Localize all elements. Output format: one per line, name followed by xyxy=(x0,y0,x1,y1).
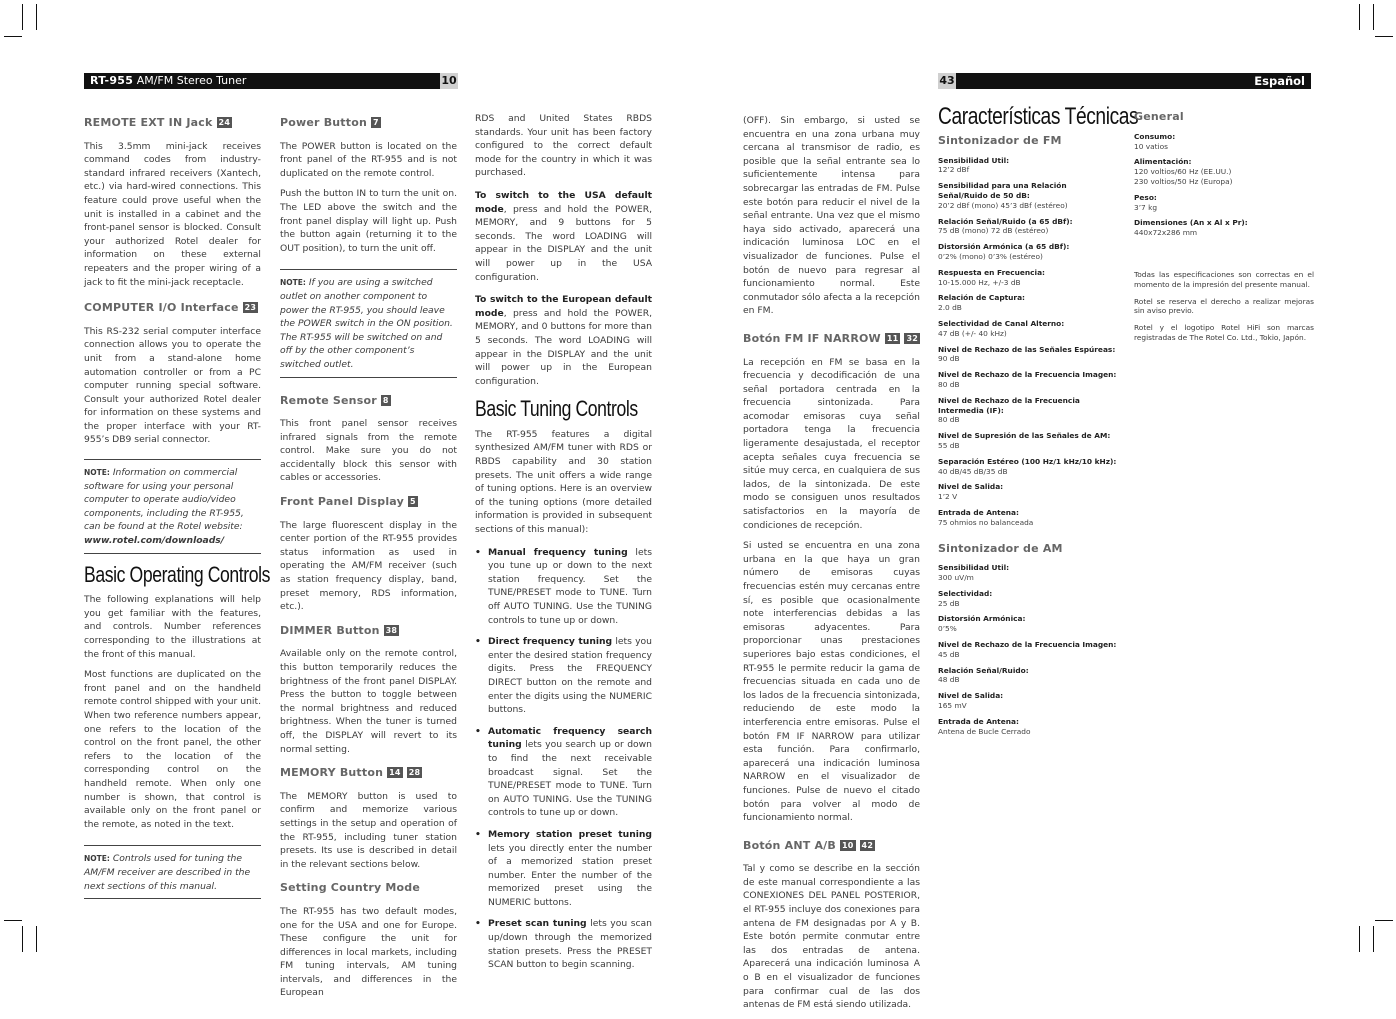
paragraph: The large fluorescent display in the center portion of the RT-955 provides status information as used in operating the AM/FM receiver (such as station frequency display, band, preset memory, RDS information, etc.). xyxy=(280,519,457,613)
disclaimer-text: Todas las especificaciones son correctas en el momento de la impresión del presente manual. xyxy=(1134,269,1314,289)
spec-value: 300 uV/m xyxy=(938,573,974,583)
paragraph: RDS and United States RBDS standards. Your unit has been factory configured to the correct default mode for the country in which it was purchased. xyxy=(475,113,652,179)
section-heading: COMPUTER I/O Interface 23 xyxy=(84,301,257,315)
spec-value: 40 dB/45 dB/35 dB xyxy=(938,466,1008,476)
spec-value: 80 dB xyxy=(938,415,960,425)
spec-value: 3’7 kg xyxy=(1134,202,1158,212)
spec-label: Nivel de Rechazo de la Frecuencia Intermedia (IF): xyxy=(938,395,1080,415)
reference-number: 5 xyxy=(409,497,416,507)
reference-number: 38 xyxy=(385,625,398,635)
note-label: NOTE: xyxy=(84,468,110,478)
spec-label: Relación Señal/Ruido (a 65 dBf): xyxy=(938,216,1073,226)
spec-value: 120 voltios/60 Hz (EE.UU.) 230 voltios/50 Hz (Europa) xyxy=(1134,167,1233,186)
tuning-options-list xyxy=(475,546,652,972)
spec-label: Entrada de Antena: xyxy=(938,716,1019,726)
paragraph: The MEMORY button is used to confirm and memorize various settings in the setup and operation of the RT-955, including tuner station presets. Its use is described in detail in the relevant sections below. xyxy=(280,790,457,870)
paragraph: Tal y como se describe en la sección de este manual correspondiente a las CONEXIONES DEL PANEL POSTERIOR, el RT-955 incluye dos conexiones para antena de FM designadas por A y B. Este botón permite conmutar entre las dos entradas de antena. Aparecerá una indicación luminosa A o B en el visualizador de funciones para confirmar cual de las dos antenas de FM está siendo utilizada. xyxy=(743,863,920,1011)
section-heading: General xyxy=(1134,110,1184,123)
spec-value: 0’2% (mono) 0’3% (estéreo) xyxy=(938,251,1043,261)
note-label: NOTE: xyxy=(84,854,110,864)
paragraph: The following explanations will help you get familiar with the features, and controls. Number references corresponding to the illustrations at the front of this manual. xyxy=(84,594,261,660)
paragraph: This RS-232 serial computer interface connection allows you to operate the unit from a stand-alone home automation controller or from a PC computer running special software. Consult your authorized Rotel dealer for information on these systems and the proper interface with your RT-955’s DB9 serial connector. xyxy=(84,325,261,446)
spec-label: Distorsión Armónica: xyxy=(938,614,1026,624)
section-heading: Botón FM IF NARROW 11 32 xyxy=(743,331,918,345)
model-name: RT-955 xyxy=(90,74,134,87)
am-spec-list xyxy=(938,563,1118,736)
spec-value: 0’5% xyxy=(938,624,957,634)
spec-label: Nivel de Salida: xyxy=(938,691,1004,701)
paragraph: Si usted se encuentra en una zona urbana en la que haya un gran número de emisoras cuyas frecuencias estén muy cercanas entre sí, es posible que ocasionalmente note interferencias debidas a las emisoras adyacentes. Para proporcionar unas prestaciones superiores bajo estas condiciones, el RT-955 le permite reducir la gama de frecuencias situada en cada uno de los lados de la frecuencia sintonizada, reduciendo de este modo la interferencia entre emisoras. Pulse el botón FM IF NARROW para utilizar esta función. Para confirmarlo, aparecerá una indicación luminosa NARROW en el visualizador de funciones. Pulse de nuevo el citado botón para volver al modo de funcionamiento normal. xyxy=(743,540,920,824)
reference-number: 24 xyxy=(218,118,231,127)
page-left-english xyxy=(0,0,698,999)
page-right-spanish xyxy=(698,0,1396,1011)
disclaimer-text: Rotel se reserva el derecho a realizar mejoras sin aviso previo. xyxy=(1134,296,1314,316)
section-heading: Remote Sensor 8 xyxy=(280,393,389,407)
reference-number: 32 xyxy=(906,333,918,343)
paragraph: To switch to the USA default mode, press and hold the POWER, MEMORY, and 9 buttons for 5 seconds. The word LOADING will appear in the DISPLAY and the unit will power up in the USA configuration. xyxy=(475,189,652,283)
reference-number: 11 xyxy=(886,333,899,343)
section-heading: REMOTE EXT IN Jack 24 xyxy=(84,116,231,129)
spec-label: Alimentación: xyxy=(1134,157,1192,167)
paragraph: This 3.5mm mini-jack receives command codes from industry-standard infrared receivers (Xantech, etc.) via hard-wired connections. This feature could prove useful when the unit is installed in a cabinet and the front-panel sensor is blocked. Consult your authorized Rotel dealer for information on these external repeaters and the proper wiring of a jack to fit the mini-jack receptacle. xyxy=(84,140,261,288)
spec-label: Selectividad de Canal Alterno: xyxy=(938,318,1065,328)
spec-label: Distorsión Armónica (a 65 dBf): xyxy=(938,242,1070,252)
spec-label: Nivel de Rechazo de las Señales Espúreas: xyxy=(938,344,1116,354)
spec-value: 55 dB xyxy=(938,440,960,450)
paragraph: Push the button IN to turn the unit on. The LED above the switch and the front panel display will light up. Push the button again (returning it to the OUT position), to turn the unit off. xyxy=(280,188,457,254)
column-2 xyxy=(280,112,457,1007)
spec-value: 12’2 dBf xyxy=(938,165,970,175)
section-title: Basic Operating Controls xyxy=(84,561,271,587)
reference-number: 42 xyxy=(861,840,874,850)
spec-label: Sensibilidad Util: xyxy=(938,563,1010,573)
section-heading: Sintonizador de AM xyxy=(938,541,1063,555)
spec-label: Nivel de Supresión de las Señales de AM: xyxy=(938,431,1111,441)
spec-value: 25 dB xyxy=(938,598,960,608)
general-column xyxy=(1134,112,1314,350)
spec-label: Sensibilidad Util: xyxy=(938,155,1010,165)
section-heading: Botón ANT A/B 10 42 xyxy=(743,838,874,852)
spec-value: 10-15.000 Hz, +/-3 dB xyxy=(938,277,1021,287)
page-number: 43 xyxy=(939,74,955,87)
list-item: • Automatic frequency search tuning lets you search up or down to find the next receivable broadcast signal. Set the TUNE/PRESET mode to TUNE. Turn on AUTO TUNING. Use the TUNING controls to tune up or down. xyxy=(475,725,652,820)
spec-label: Entrada de Antena: xyxy=(938,507,1019,517)
reference-number: 28 xyxy=(408,768,421,778)
note-text: If you are using a switched outlet on another component to power the RT-955, you should leave the POWER switch in the ON position. The RT-955 will be switched on and off by the other component’s switched outlet. xyxy=(280,277,453,370)
reference-number: 7 xyxy=(373,118,379,127)
paragraph: Most functions are duplicated on the front panel and on the handheld remote control shipped with your unit. When two reference numbers appear, one refers to the location of the control on the front panel, the other refers to the location of the corresponding control on the handheld remote. When only one number is shown, that control is available only on the front panel or the remote, as noted in the text. xyxy=(84,669,261,830)
paragraph: The RT-955 has two default modes, one for the USA and one for Europe. These configure the unit for differences in local markets, including FM tuning intervals, AM tuning intervals, and differences in the European xyxy=(280,905,457,999)
paragraph: La recepción en FM se basa en la frecuencia y decodificación de una señal portadora centrada en la frecuencia sintonizada. Para acomodar emisoras cuya señal portadora tenga la frecuencia ligeramente desajustada, el receptor acepta señales cuya frecuencia se sitúe muy cerca, en cualquiera de sus lados, de la sintonizada. De este modo se consiguen unos resultados satisfactorios en la mayoría de condiciones de recepción. xyxy=(743,356,920,531)
note-label: NOTE: xyxy=(280,278,306,288)
paragraph: This front panel sensor receives infrared signals from the remote control. Make sure you do not accidentally block this sensor with cables or accessories. xyxy=(280,418,457,484)
spec-value: 20’2 dBf (mono) 45’3 dBf (estéreo) xyxy=(938,200,1068,210)
spec-label: Nivel de Salida: xyxy=(938,482,1004,492)
page-header xyxy=(84,73,458,89)
section-heading: Setting Country Mode xyxy=(280,881,421,895)
note-text: Controls used for tuning the AM/FM receiver are described in the next sections of this manual. xyxy=(84,853,251,892)
website-link[interactable]: www.rotel.com/downloads/ xyxy=(84,535,225,547)
spec-label: Relación Señal/Ruido: xyxy=(938,665,1029,675)
note-text: Information on commercial software for using your personal computer to operate audio/video components, including the RT-955, can be found at the Rotel website: xyxy=(84,467,244,533)
reference-number: 8 xyxy=(382,395,389,405)
paragraph: Available only on the remote control, this button temporarily reduces the brightness of the front panel DISPLAY. Press the button to toggle between the normal brightness and reduced brightness. When the tuner is turned off, the DISPLAY will revert to its normal setting. xyxy=(280,648,457,755)
list-item: • Direct frequency tuning lets you enter the desired station frequency digits. Press the FREQUENCY DIRECT button on the remote and enter the digits using the NUMERIC buttons. xyxy=(475,635,652,717)
reference-number: 10 xyxy=(842,840,854,850)
spec-label: Relación de Captura: xyxy=(938,293,1026,303)
spec-value: 80 dB xyxy=(938,379,960,389)
note-box xyxy=(84,459,261,554)
paragraph: The RT-955 features a digital synthesized AM/FM tuner with RDS or RBDS capability and 30 station presets. The unit offers a wide range of tuning options. Here is an overview of the tuning options (more detailed information is provided in subsequent sections of this manual): xyxy=(475,428,652,536)
list-item: • Memory station preset tuning lets you directly enter the number of a memorized station preset number. Enter the number of the memorized preset using the NUMERIC buttons. xyxy=(475,828,652,910)
spec-value: 1’2 V xyxy=(938,492,958,502)
note-box xyxy=(84,845,261,899)
column-1 xyxy=(84,112,271,909)
spec-value: 90 dB xyxy=(938,354,960,364)
spec-value: 75 ohmios no balanceada xyxy=(938,517,1034,527)
reference-number: 23 xyxy=(244,303,257,313)
spec-value: 10 vatios xyxy=(1134,141,1168,151)
section-heading: Sintonizador de FM xyxy=(938,133,1062,147)
spec-label: Peso: xyxy=(1134,192,1157,202)
paragraph: (OFF). Sin embargo, si usted se encuentra en una zona urbana muy cercana al transmisor de radio, es posible que la señal entrante sea lo suficientemente intensa para sobrecargar las entradas de FM. Pulse este botón para reducir el nivel de la señal entrante. Una vez que el mismo haya sido activado, aparecerá una indicación luminosa LOC en el visualizador de funciones. Pulse el botón de nuevo para regresar al funcionamiento normal. Este conmutador sólo afecta a la recepción en FM. xyxy=(743,115,920,317)
spec-label: Consumo: xyxy=(1134,131,1176,141)
spec-label: Respuesta en Frecuencia: xyxy=(938,267,1046,277)
spec-label: Nivel de Rechazo de la Frecuencia Imagen: xyxy=(938,370,1117,380)
section-title: Basic Tuning Controls xyxy=(475,396,638,422)
spec-value: 45 dB xyxy=(938,649,960,659)
trademark-text: Rotel y el logotipo Rotel HiFi son marcas registradas de The Rotel Co. Ltd., Tokio, Japón. xyxy=(1134,323,1314,342)
paragraph: The POWER button is located on the front panel of the RT-955 and is not duplicated on the remote control. xyxy=(280,140,457,179)
specs-title: Características Técnicas xyxy=(938,103,1139,130)
spec-value: 48 dB xyxy=(938,675,960,685)
header-title xyxy=(90,74,246,87)
note-box xyxy=(280,269,457,377)
reference-number: 14 xyxy=(389,768,401,778)
specifications-column xyxy=(938,103,1139,736)
paragraph: To switch to the European default mode, press and hold the POWER, MEMORY, and 0 buttons for more than 5 seconds. The word LOADING will appear in the DISPLAY and the unit will power up in the European configuration. xyxy=(475,294,652,387)
section-heading: DIMMER Button 38 xyxy=(280,623,398,637)
spec-label: Sensibilidad para una Relación Señal/Ruido de 50 dB: xyxy=(938,181,1067,200)
spec-label: Separación Estéreo (100 Hz/1 kHz/10 kHz): xyxy=(938,456,1117,466)
spec-value: 165 mV xyxy=(938,701,967,711)
spec-value: Antena de Bucle Cerrado xyxy=(938,726,1031,736)
column-1 xyxy=(743,114,920,1019)
spec-value: 47 dB (+/- 40 kHz) xyxy=(938,328,1007,338)
section-heading: MEMORY Button 14 28 xyxy=(280,766,421,780)
spec-value: 75 dB (mono) 72 dB (estéreo) xyxy=(938,226,1049,236)
list-item: • Preset scan tuning lets you scan up/down through the memorized station presets. Press the PRESET SCAN button to begin scanning. xyxy=(475,917,652,971)
list-item: • Manual frequency tuning lets you tune up or down to the next station frequency. Set the TUNE/PRESET mode to TUNE. Turn off AUTO TUNING. Use the TUNING controls to tune up or down. xyxy=(475,546,652,628)
header-language: Español xyxy=(1254,74,1305,88)
spec-label: Selectividad: xyxy=(938,588,993,598)
spec-label: Nivel de Rechazo de la Frecuencia Imagen: xyxy=(938,640,1117,650)
fm-spec-list xyxy=(938,156,1118,528)
spec-value: 440x72x286 mm xyxy=(1134,228,1198,238)
section-heading: Front Panel Display 5 xyxy=(280,495,416,509)
page-header xyxy=(938,73,1311,89)
page-number: 10 xyxy=(441,74,457,87)
spec-label: Dimensiones (An x Al x Pr): xyxy=(1134,218,1248,228)
header-subtitle: AM/FM Stereo Tuner xyxy=(136,74,247,87)
column-3 xyxy=(475,112,652,980)
spec-value: 2.0 dB xyxy=(938,303,962,313)
section-heading: Power Button 7 xyxy=(280,116,379,129)
